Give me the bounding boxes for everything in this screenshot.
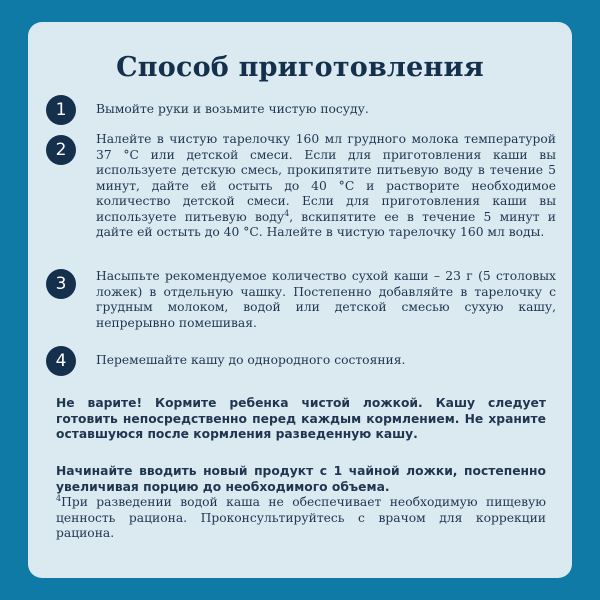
footnote-ref: 4: [284, 208, 290, 218]
step-text: Насыпьте рекомендуемое количество сухой каши – 23 г (5 столовых ложек) в отдельную чашку. Постепенно добавляйте в тарелочку с грудным молоком, водой или детской смесью сухую кашу, непрерывно помешивая.: [96, 269, 556, 330]
footnote: [56, 495, 546, 542]
step-text-part: , вскипятите ее в течение 5 минут и дайте ей остыть до 40 °С. Налейте в чистую тарелочку 160 мл воды.: [96, 209, 556, 239]
step-text: [96, 132, 556, 241]
page-title: Способ приготовления: [116, 52, 484, 83]
footnote-mark: 4: [56, 493, 62, 503]
step-text: Перемешайте кашу до однородного состояния.: [96, 353, 406, 367]
step-text: Вымойте руки и возьмите чистую посуду.: [96, 102, 369, 116]
intro-note: Начинайте вводить новый продукт с 1 чайной ложки, постепенно увеличивая порцию до необходимого объема.: [56, 464, 546, 494]
warning-text: Не варите! Кормите ребенка чистой ложкой. Кашу следует готовить непосредственно перед каждым кормлением. Не храните оставшуюся после кормления разведенную кашу.: [56, 396, 546, 441]
step-number-badge: 3: [46, 269, 76, 299]
footnote-text: При разведении водой каша не обеспечивает необходимую пищевую ценность рациона. Проконсультируйтесь с врачом для коррекции рациона.: [56, 495, 546, 540]
notes-block: [56, 464, 546, 542]
step-number-badge: 2: [46, 135, 76, 165]
step-number-badge: 4: [46, 346, 76, 376]
info-card: [28, 22, 572, 578]
step-number-badge: 1: [46, 95, 76, 125]
step-text-part: Налейте в чистую тарелочку 160 мл грудного молока температурой 37 °С или детской смеси. Если для приготовления каши вы используете детскую смесь, прокипятите питьевую воду в течение 5 минут, дайте ей остыть до 40 °С и растворите необходимое количество детской смеси. Если для приготовления каши вы используете питьевую воду: [96, 132, 556, 224]
